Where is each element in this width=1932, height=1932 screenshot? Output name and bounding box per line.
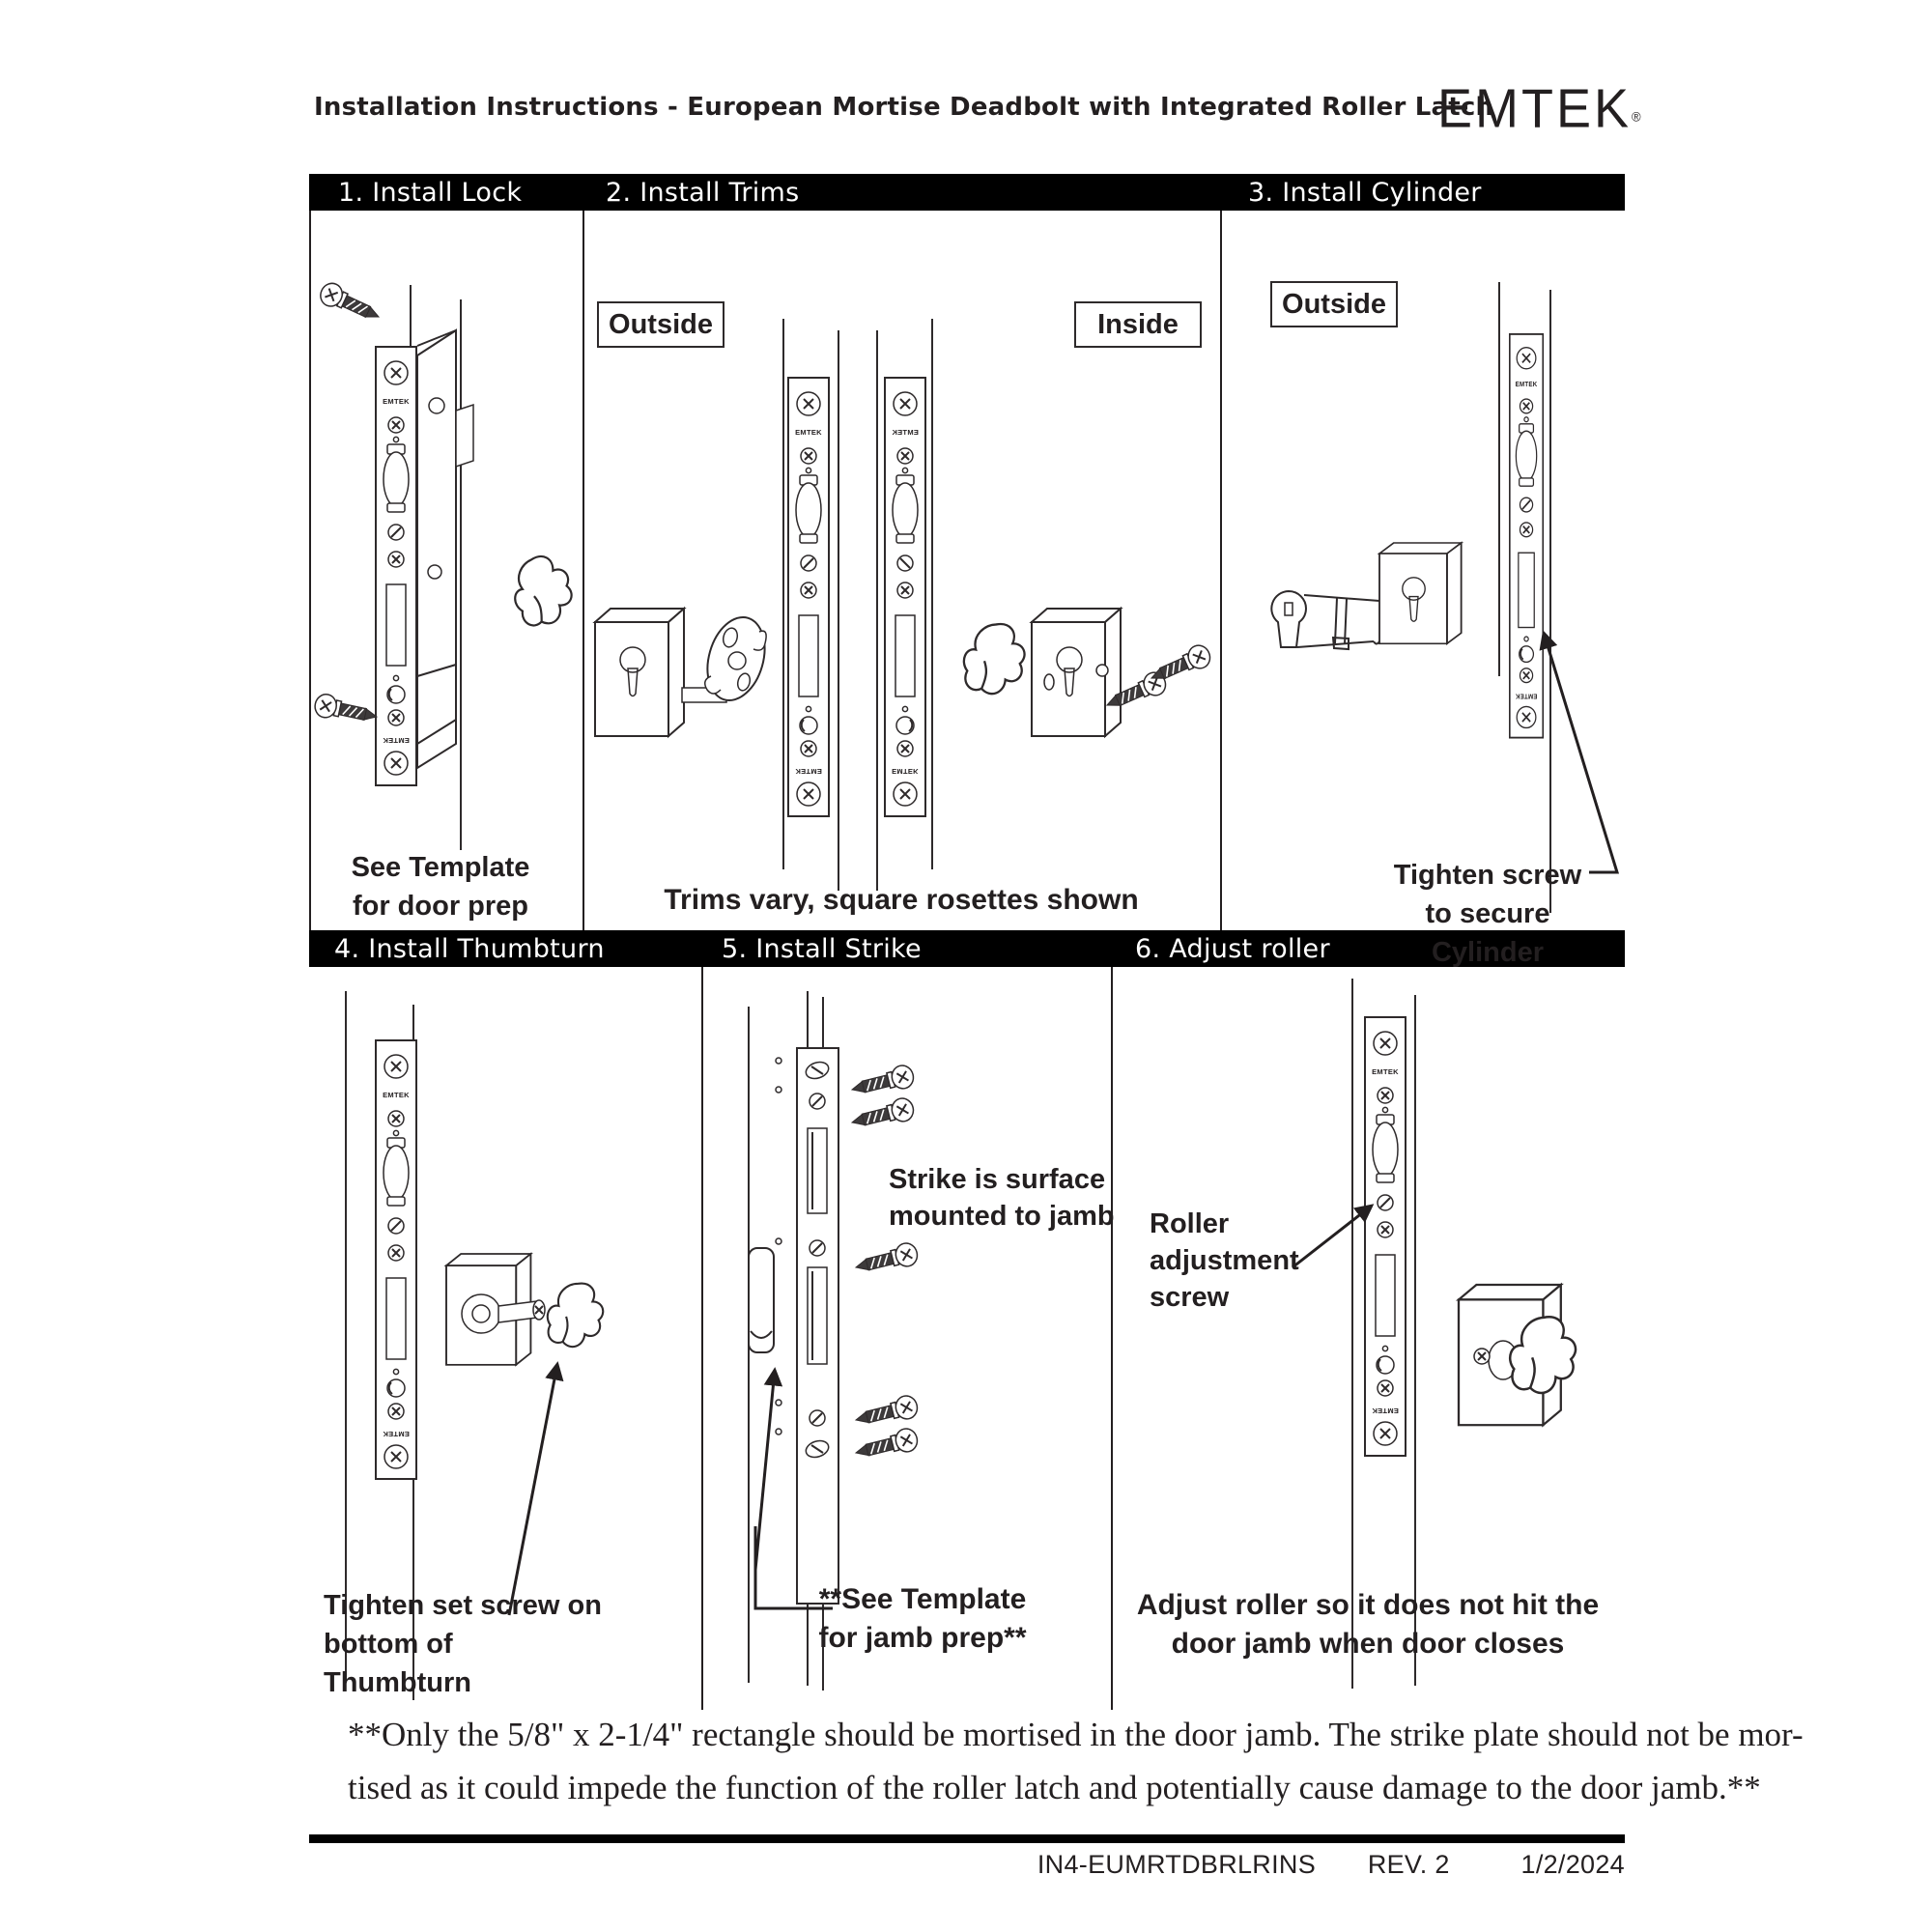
set-screw-arrow <box>509 1364 557 1615</box>
step1-caption-line1: See Template <box>351 852 530 883</box>
jamb-mortise-pocket <box>749 1248 774 1352</box>
roller-note-line1: Roller <box>1150 1208 1230 1239</box>
deadbolt-rosette-with-thumbturn <box>1459 1285 1578 1425</box>
step2-title: 2. Install Trims <box>606 178 800 208</box>
strike-surface-note <box>889 1161 1130 1235</box>
row1-artwork: EMTEK EMTEK <box>0 0 1932 966</box>
revision-label: REV. 2 <box>1367 1850 1450 1879</box>
page-title: Installation Instructions - European Mortise Deadbolt with Integrated Roller Latch <box>314 93 1494 122</box>
step5-caption-line1: **See Template <box>818 1583 1027 1615</box>
step2-caption: Trims vary, square rosettes shown <box>664 884 1139 916</box>
inside-label-trims: Inside <box>1074 301 1202 348</box>
step1-title: 1. Install Lock <box>338 178 523 208</box>
strike-note-line1: Strike is surface <box>889 1164 1106 1195</box>
strike-note-line2: mounted to jamb <box>889 1201 1115 1232</box>
revision-date: 1/2/2024 <box>1520 1850 1625 1879</box>
step4-caption-line2: Thumbturn <box>324 1667 472 1698</box>
outside-label-trims: Outside <box>597 301 724 348</box>
step6-caption-line1: Adjust roller so it does not hit the <box>1136 1589 1600 1621</box>
step3-note-line2: to secure Cylinder <box>1425 898 1550 968</box>
thumbturn-wing <box>543 1278 608 1350</box>
step3-note <box>1381 856 1594 972</box>
roller-note-line3: screw <box>1150 1282 1230 1313</box>
footnote-line1: **Only the 5/8" x 2-1/4" rectangle should be mortised in the door jamb. The strike plate should not be mor- <box>348 1716 1804 1753</box>
strike-plate <box>797 1048 838 1604</box>
strike-screws <box>849 1064 920 1464</box>
mortise-footnote <box>348 1708 1804 1814</box>
step3-note-line1: Tighten screw <box>1393 860 1582 891</box>
footnote-line2: tised as it could impede the function of the roller latch and potentially cause damage to the door jamb.** <box>348 1769 1761 1806</box>
step6-caption <box>1111 1586 1625 1663</box>
outside-label-cylinder: Outside <box>1270 281 1398 327</box>
step1-caption <box>309 848 572 925</box>
step5-caption-line2: for jamb prep** <box>818 1622 1027 1654</box>
step6-caption-line2: door jamb when door closes <box>1171 1628 1565 1660</box>
roller-adjustment-note <box>1150 1206 1314 1316</box>
step3-title: 3. Install Cylinder <box>1248 178 1482 208</box>
step4-caption-line1: Tighten set screw on bottom of <box>324 1590 602 1660</box>
step4-caption <box>324 1586 691 1702</box>
roller-note-line2: adjustment <box>1150 1245 1299 1276</box>
step1-caption-line2: for door prep <box>352 891 529 922</box>
step6-title: 6. Adjust roller <box>1135 934 1330 964</box>
jamb-prep-arrow <box>755 1370 775 1570</box>
footer-rule <box>309 1834 1625 1843</box>
step5-title: 5. Install Strike <box>722 934 922 964</box>
step4-title: 4. Install Thumbturn <box>334 934 605 964</box>
emtek-logo-text: EMTEK <box>1437 78 1633 140</box>
thumbturn-rosette <box>446 1254 545 1365</box>
step5-caption <box>763 1580 1082 1658</box>
adjust-roller-diagram <box>1293 979 1578 1689</box>
registered-mark: ® <box>1632 109 1641 125</box>
footer-info <box>1037 1850 1625 1880</box>
document-code: IN4-EUMRTDBRLRINS <box>1037 1850 1317 1879</box>
